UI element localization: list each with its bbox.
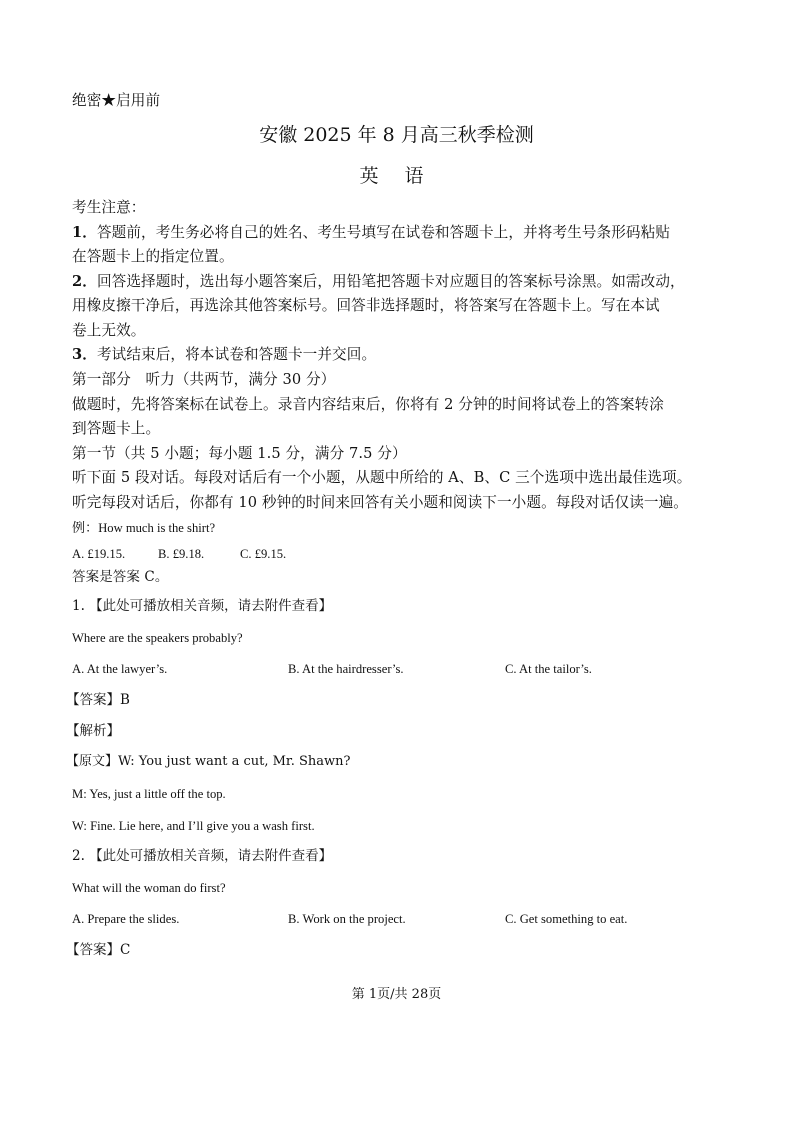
question-1-option-a: A. At the lawyer’s. [72,662,168,676]
question-2-text: What will the woman do first? [72,881,226,895]
notice-item-1 [72,223,670,243]
notice-item-3-text: 考试结束后，将本试卷和答题卡一并交回。 [96,346,377,363]
example-option-b: B. £9.18. [158,547,205,561]
example-question-text: How much is the shirt? [98,521,216,535]
question-1-option-b: B. At the hairdresser’s. [288,662,404,676]
notice-item-1-num: 1． [72,224,97,241]
question-2-header[interactable]: 2. 【此处可播放相关音频，请去附件查看】 [72,848,333,864]
notice-item-2-cont-1: 用橡皮擦干净后，再选涂其他答案标号。回答非选择题时，将答案写在答题卡上。写在本试 [72,297,660,314]
part1-intro-2: 到答题卡上。 [72,420,161,437]
section1-instruction-2: 听完每段对话后，你都有 10 秒钟的时间来回答有关小题和阅读下一小题。每段对话仅读一遍。 [72,494,689,511]
notice-item-2 [72,272,685,292]
example-option-c: C. £9.15. [240,547,287,561]
notice-item-3-num: 3． [72,346,97,363]
example-question [72,518,215,539]
notice-item-1-cont: 在答题卡上的指定位置。 [72,248,234,265]
secret-label: 绝密★启用前 [72,92,161,109]
example-answer: 答案是答案 C。 [72,569,169,585]
question-1-answer: 【答案】B [66,692,130,708]
example-option-a: A. £19.15. [72,547,126,561]
question-1-transcript-3: W: Fine. Lie here, and I’ll give you a wash first. [72,819,315,833]
exam-title: 安徽 2025 年 8 月高三秋季检测 [259,124,534,146]
notice-heading: 考生注意： [72,199,146,216]
subject-title: 英 语 [359,165,434,187]
notice-item-2-cont-2: 卷上无效。 [72,322,146,339]
part1-intro-1: 做题时，先将答案标在试卷上。录音内容结束后，你将有 2 分钟的时间将试卷上的答案转涂 [72,396,664,413]
question-1-analysis: 【解析】 [66,723,120,739]
notice-item-3 [72,345,376,365]
notice-item-2-num: 2． [72,273,97,290]
notice-item-1-text: 答题前，考生务必将自己的姓名、考生号填写在试卷和答题卡上，并将考生号条形码粘贴 [96,224,671,241]
question-2-option-b: B. Work on the project. [288,912,406,926]
question-2-option-a: A. Prepare the slides. [72,912,180,926]
question-1-option-c: C. At the tailor’s. [505,662,592,676]
page-indicator: 第 1页/共 28页 [351,987,442,1002]
notice-item-2-text: 回答选择题时，选出每小题答案后，用铅笔把答题卡对应题目的答案标号涂黑。如需改动， [96,273,685,290]
section1-instruction-1: 听下面 5 段对话。每段对话后有一个小题，从题中所给的 A、B、C 三个选项中选出最佳选项。 [72,469,692,486]
part1-heading: 第一部分 听力（共两节，满分 30 分） [72,371,336,388]
question-2-option-c: C. Get something to eat. [505,912,628,926]
question-1-transcript-1: 【原文】W: You just want a cut, Mr. Shawn? [66,754,351,769]
question-1-header[interactable]: 1. 【此处可播放相关音频，请去附件查看】 [72,598,333,614]
example-prefix: 例： [72,521,99,536]
section1-heading: 第一节（共 5 小题；每小题 1.5 分，满分 7.5 分） [72,445,407,462]
question-1-text: Where are the speakers probably? [72,631,243,645]
question-2-answer: 【答案】C [66,942,131,958]
question-1-transcript-2: M: Yes, just a little off the top. [72,787,226,801]
